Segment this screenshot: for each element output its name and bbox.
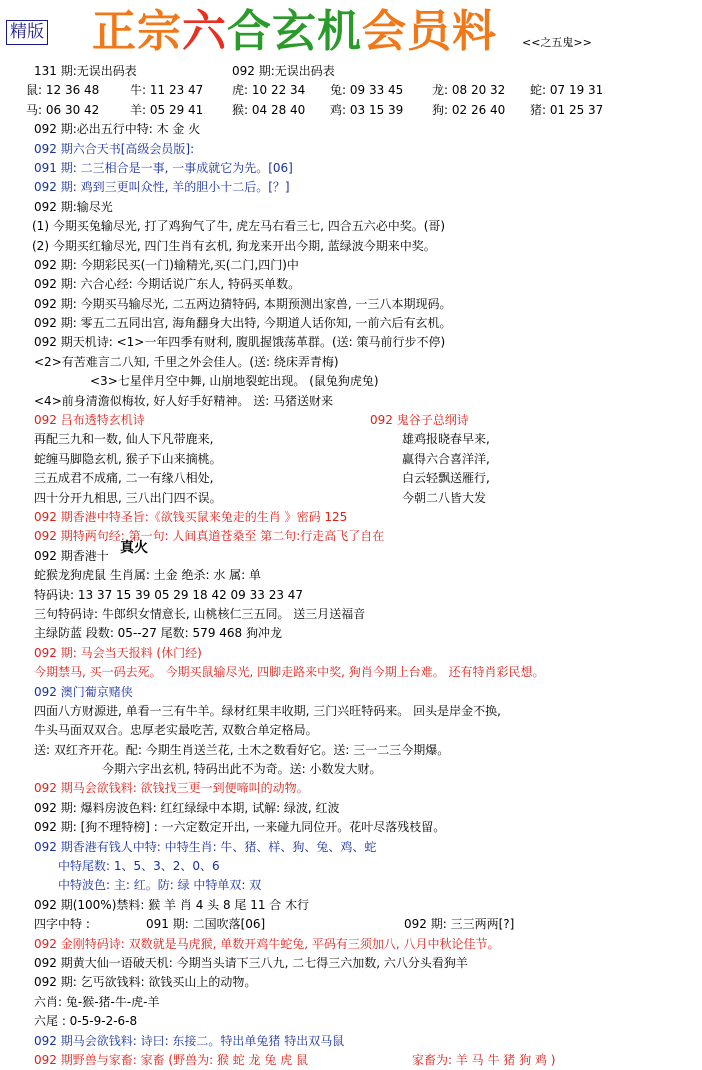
line-sizi: [34, 915, 694, 934]
table-092-label: 092 期:无误出码表: [232, 64, 335, 78]
page-subtitle: <<之五鬼>>: [522, 36, 592, 49]
line-xinjing: 092 期: 六合心经: 今期话说广东人, 特码买单数。: [34, 277, 301, 292]
line-jinliao: 092 期(100%)禁料: 猴 羊 肖 4 头 8 尾 11 合 木行: [34, 897, 310, 912]
line-hk-ten: [34, 539, 694, 566]
line-lingwu: 092 期: 零五二五同出宫, 海角翻身大出特, 今期道人话你知, 一前六后有玄机。: [34, 316, 452, 331]
zodiac-cell: 猴: 04 28 40: [232, 102, 306, 117]
line-huangdaxian: 092 期黄大仙一语破天机: 今期当头请下三八九, 二七得三六加数, 六八分头看狗羊: [34, 955, 468, 970]
zodiac-cell: 虎: 10 22 34: [232, 83, 306, 98]
poem-line-2: [34, 450, 694, 469]
zodiac-cell: 猪: 01 25 37: [530, 102, 604, 117]
zodiac-row-1: [26, 81, 694, 100]
line-tianshu-091: 091 期: 二三相合是一事, 一事成就它为先。[06]: [34, 160, 293, 175]
line-shengzhi: 092 期香港中特圣旨:《欲钱买鼠来兔走的生肖 》密码 125: [34, 509, 348, 524]
line-weishu: 中特尾数: 1、5、3、2、0、6: [58, 859, 220, 874]
lvbu-poem-line: 再配三九和一数, 仙人下凡带鹿来,: [34, 432, 214, 447]
lvbu-poem-title: 092 吕布透特玄机诗: [34, 413, 145, 428]
line-shujinguang-2: (2) 今期买红输尽光, 四门生肖有玄机, 狗龙来开出今期, 蓝绿波今期来中奖。: [32, 238, 436, 253]
guiguzi-poem-title: 092 鬼谷子总纲诗: [370, 413, 469, 428]
line-shengxiao: 蛇猴龙狗虎鼠 生肖属: 土金 绝杀: 水 属: 单: [34, 568, 262, 583]
line-bose: 中特波色: 主: 红。防: 绿 中特单双: 双: [58, 878, 262, 893]
line-shujinguang-1: (1) 今期买兔输尽光, 打了鸡狗气了牛, 虎左马右看三七, 四合五六必中奖。(哥): [32, 219, 446, 234]
line-tianshu-092: 092 期: 鸡到三更叫众性, 羊的胆小十二后。[？]: [34, 180, 290, 195]
zodiac-cell: 狗: 02 26 40: [432, 102, 506, 117]
zodiac-cell: 兔: 09 33 45: [330, 83, 404, 98]
poem-line-3: [34, 469, 694, 488]
zodiac-row-2: [26, 101, 694, 120]
jiachu-text: 家畜为: 羊 马 牛 猪 狗 鸡 ): [412, 1052, 556, 1067]
zodiac-cell: 马: 06 30 42: [26, 102, 100, 117]
sizi-091: 091 期: 二国吹落[06]: [146, 917, 266, 932]
line-1: [34, 62, 694, 81]
line-maima: 092 期: 今期买马输尽光, 二五两边猜特码, 本期预测出家兽, 一三八本期现码。: [34, 296, 452, 311]
line-youqianren: 092 期香港有钱人中特: 中特生肖: 牛、猪、样、狗、兔、鸡、蛇: [34, 839, 377, 854]
line-pujing-4: 今期六字出玄机, 特码出此不为奇。送: 小数发大财。: [102, 762, 382, 777]
line-liuwei: 六尾 : 0-5-9-2-6-8: [34, 1014, 138, 1029]
line-sanjushi: 三句特码诗: 牛郎织女情意长, 山桃核仁三五同。 送三月送福音: [34, 606, 366, 621]
guiguzi-poem-line: 雄鸡报晓春早来,: [402, 432, 490, 447]
line-tianji-1: 092 期天机诗: <1>一年四季有财利, 腹肌握饿荡革群。(送: 策马前行步不停): [34, 335, 446, 350]
title-part-3: 合玄机: [227, 6, 362, 57]
guiguzi-poem-line: 今朝二八皆大发: [402, 490, 487, 505]
zodiac-cell: 蛇: 07 19 31: [530, 83, 604, 98]
line-duanshu: 主绿防蓝 段数: 05--27 尾数: 579 468 狗冲龙: [34, 626, 282, 641]
hk-ten-label: 092 期香港十: [34, 548, 109, 563]
line-liuxiao: 六肖: 兔-猴-猪-牛-虎-羊: [34, 994, 160, 1009]
line-wuxing: 092 期:必出五行中特: 木 金 火: [34, 122, 201, 137]
title-part-1: 正宗: [92, 6, 182, 57]
line-yuqian-1: 092 期马会欲钱料: 欲钱找三更一到便啼叫的动物。: [34, 781, 309, 796]
line-caimin: 092 期: 今期彩民买(一门)输精光,买(二门,四门)中: [34, 257, 299, 272]
table-131-label: 131 期:无误出码表: [34, 64, 137, 78]
line-bolao: 092 期: 爆料房波色料: 红红绿绿中本期, 试解: 绿波, 红波: [34, 800, 340, 815]
guiguzi-poem-line: 白云轻飘送雁行,: [402, 471, 490, 486]
jingban-badge: 精版: [6, 20, 48, 45]
line-tianji-2: <2>有苦难言二八知, 千里之外会佳人。(送: 绕床弄青梅): [34, 354, 339, 369]
line-liangjujing: 092 期特两句经: 第一句: 人间真道苍桑至 第二句:行走高飞了自在: [34, 529, 385, 544]
line-poem-titles: [34, 411, 694, 430]
line-qigai: 092 期: 乞丐欲钱料: 欲钱买山上的动物。: [34, 975, 257, 990]
line-goubuli: 092 期: [狗不理特榜] : 一六定数定开出, 一来碰九同位开。花叶尽落残枝留。: [34, 820, 446, 835]
line-pujing-2: 牛头马面双双合。忠厚老实最吃苦, 双数合单定格局。: [34, 723, 318, 738]
line-jingang: 092 金刚特码诗: 双数就是马虎猴, 单数开鸡牛蛇兔, 平码有三须加八, 八月中秋论佳节。: [34, 936, 500, 951]
line-shujinguang: 092 期:输尽光: [34, 199, 113, 214]
title-part-4: 会员料: [362, 6, 497, 57]
zodiac-cell: 鸡: 03 15 39: [330, 102, 404, 117]
yeshou-text: 092 期野兽与家畜: 家畜 (野兽为: 猴 蛇 龙 兔 虎 鼠: [34, 1052, 309, 1067]
line-tianji-3: <3>七星伴月空中舞, 山崩地裂蛇出现。 (鼠兔狗虎兔): [90, 374, 379, 389]
poem-line-4: [34, 489, 694, 508]
poem-line-1: [34, 430, 694, 449]
line-tianji-4: <4>前身清澹似梅妆, 好人好手好精神。 送: 马猪送财来: [34, 393, 334, 408]
lvbu-poem-line: 四十分开九相思, 三八出门四不误。: [34, 490, 222, 505]
line-pujing-1: 四面八方财源进, 单看一三有牛羊。绿材红果丰收期, 三门兴旺特码来。 回头是岸金不换,: [34, 703, 501, 718]
sizi-092: 092 期: 三三两两[?]: [404, 917, 515, 932]
zodiac-cell: 鼠: 12 36 48: [26, 83, 100, 98]
sizi-label: 四字中特 :: [34, 917, 90, 932]
line-pujing-title: 092 澳门葡京赌侠: [34, 684, 133, 699]
zodiac-cell: 羊: 05 29 41: [130, 102, 204, 117]
zodiac-cell: 牛: 11 23 47: [130, 83, 204, 98]
page-header: [0, 0, 702, 60]
guiguzi-poem-line: 赢得六合喜洋洋,: [402, 451, 490, 466]
page-title: [92, 8, 497, 56]
line-pujing-3: 送: 双红齐开花。配: 今期生肖送兰花, 土木之数看好它。送: 三一二三今期爆。: [34, 742, 450, 757]
line-yuqian-2: 092 期马会欲钱料: 诗曰: 东接二。特出单兔猪 特出双马鼠: [34, 1033, 345, 1048]
line-xiumenjing: 092 期: 马会当天报料 (休门经): [34, 645, 202, 660]
overlay-text: 真火: [120, 539, 148, 556]
zodiac-cell: 龙: 08 20 32: [432, 83, 506, 98]
line-yeshou: [34, 1051, 694, 1070]
lvbu-poem-line: 三五成君不成痛, 二一有缘八相处,: [34, 471, 214, 486]
title-part-2: 六: [182, 6, 227, 57]
line-tianshu-title: 092 期六合天书[高级会员版]:: [34, 141, 195, 156]
document-body: [26, 62, 694, 1070]
line-temajue: 特码诀: 13 37 15 39 05 29 18 42 09 33 23 47: [34, 587, 304, 602]
line-jinma: 今期禁马, 买一码去死。 今期买鼠输尽光, 四脚走路来中奖, 狗肖今期上台难。 还有特肖彩民想。: [34, 665, 545, 680]
lvbu-poem-line: 蛇缠马脚隐玄机, 猴子下山来摘桃。: [34, 451, 222, 466]
